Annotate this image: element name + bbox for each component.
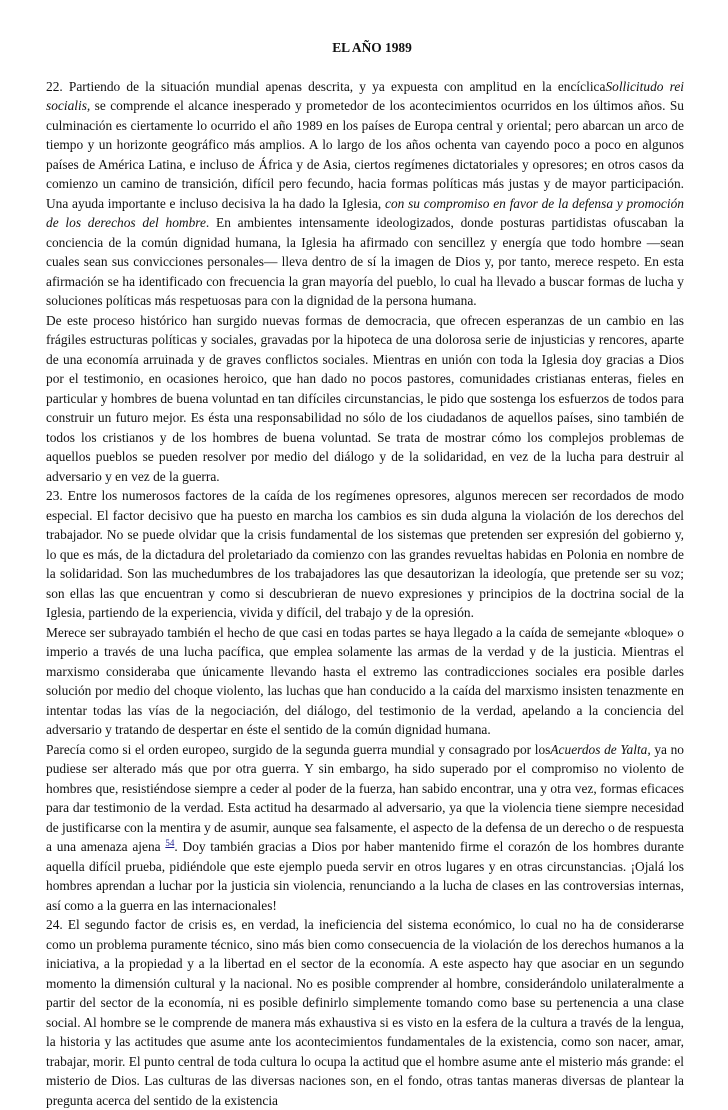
paragraph (46, 486, 684, 623)
italic-text: con su compromiso en favor de la defensa y promoción de los derechos del hombre (46, 196, 684, 231)
paragraph-text: 24. El segundo factor de crisis es, en verdad, la ineficiencia del sistema económico, lo cual no ha de considerarse como un problema puramente técnico, sino más bien como consecuencia de la violación de los derechos humanos a la iniciativa, a la propiedad y a la libertad en el sector de la economía. A este aspecto hay que asociar en un segundo momento la dimensión cultural y la nacional. No es posible comprender al hombre, considerándolo unilateralmente a partir del sector de la economía, ni es posible definirlo simplemente tomando como base su pertenencia a una clase social. Al hombre se le comprende de manera más exhaustiva si es visto en la esfera de la cultura a través de la lengua, la historia y las actitudes que asume ante los acontecimientos fundamentales de la existencia, como son nacer, amar, trabajar, morir. El punto central de toda cultura lo ocupa la actitud que el hombre asume ante el misterio más grande: el misterio de Dios. Las culturas de las diversas naciones son, en el fondo, otras tantas maneras diversas de plantear la pregunta acerca del sentido de la existencia (46, 917, 684, 1108)
paragraph-text: 23. Entre los numerosos factores de la caída de los regímenes opresores, algunos merecen ser recordados de modo especial. El factor decisivo que ha puesto en marcha los cambios es sin duda alguna la violación de los derechos del trabajador. No se puede olvidar que la crisis fundamental de los sistemas que pretenden ser expresión del gobierno y, lo que es más, de la dictadura del proletariado da comienzo con las grandes revueltas habidas en Polonia en nombre de la solidaridad. Son las muchedumbres de los trabajadores las que desautorizan la ideología, que pretende ser su voz; son ellas las que encuentran y como si descubrieran de nuevo expresiones y principios de la doctrina social de la Iglesia, partiendo de la experiencia, vivida y difícil, del trabajo y de la opresión. (46, 488, 684, 620)
paragraph-text: se comprende el alcance inesperado y prometedor de los acontecimientos ocurridos en los últimos años. Su culminación es ciertamente lo ocurrido el año 1989 en los países de Europa central y oriental; pero abarcan un arco de tiempo y un horizonte geográfico más amplios. A lo largo de los años ochenta van cayendo poco a poco en algunos países de América Latina, e incluso de África y de Asia, ciertos regímenes dictatoriales y opresores; en otros casos da comienzo un camino de transición, difícil pero fecundo, hacia formas políticas más justas y de mayor participación. Una ayuda importante e incluso decisiva la ha dado la Iglesia, (46, 98, 684, 211)
paragraph (46, 740, 684, 916)
paragraph-text: ya no pudiese ser alterado más que por otra guerra. Y sin embargo, ha sido superado por el compromiso no violento de hombres que, resistiéndose siempre a ceder al poder de la fuerza, han sabido encontrar, una y otra vez, formas eficaces para dar testimonio de la verdad. Esta actitud ha desarmado al adversario, ya que la violencia tiene siempre necesidad de justificarse con la mentira y de asumir, aunque sea falsamente, el aspecto de la defensa de un derecho o de respuesta a una amenaza ajena (46, 742, 684, 855)
paragraph (46, 311, 684, 487)
footnote-link[interactable]: 54 (165, 838, 174, 848)
paragraph (46, 623, 684, 740)
paragraph-text: De este proceso histórico han surgido nuevas formas de democracia, que ofrecen esperanzas de un cambio en las frágiles estructuras políticas y sociales, gravadas por la hipoteca de una dolorosa serie de injusticias y rencores, aparte de una economía arruinada y de graves conflictos sociales. Mientras en unión con toda la Iglesia doy gracias a Dios por el testimonio, en ocasiones heroico, que han dado no pocos pastores, comunidades cristianas enteras, fieles en particular y hombres de buena voluntad en tan difíciles circunstancias, le pido que sostenga los esfuerzos de todos para construir un futuro mejor. Es ésta una responsabilidad no sólo de los ciudadanos de aquellos países, sino también de todos los cristianos y de los hombres de buena voluntad. Se trata de mostrar cómo los complejos problemas de aquellos pueblos se pueden resolver por medio del diálogo y de la solidaridad, en vez de la lucha para destruir al adversario y en vez de la guerra. (46, 313, 684, 484)
italic-text: Sollicitudo rei socialis, (46, 79, 684, 114)
page-title: EL AÑO 1989 (46, 38, 684, 58)
paragraph-text: Parecía como si el orden europeo, surgido de la segunda guerra mundial y consagrado por los (46, 742, 550, 757)
paragraph-text: Merece ser subrayado también el hecho de que casi en todas partes se haya llegado a la caída de semejante «bloque» o imperio a través de una lucha pacífica, que emplea solamente las armas de la verdad y de la justicia. Mientras el marxismo consideraba que únicamente llevando hasta el extremo las contradicciones sociales era posible darles solución por medio del choque violento, las luchas que han conducido a la caída del marxismo insisten tenazmente en intentar todas las vías de la negociación, del diálogo, del testimonio de la verdad, apelando a la conciencia del adversario y tratando de despertar en éste el sentido de la común dignidad humana. (46, 625, 684, 738)
italic-text: Acuerdos de Yalta, (550, 742, 650, 757)
document-body (46, 77, 684, 1110)
paragraph-text: . En ambientes intensamente ideologizados, donde posturas partidistas ofuscaban la conciencia de la común dignidad humana, la Iglesia ha afirmado con sencillez y energía que todo hombre —sean cuales sean sus convicciones personales— lleva dentro de sí la imagen de Dios y, por tanto, merece respeto. En esta afirmación se ha identificado con frecuencia la gran mayoría del pueblo, lo cual ha llevado a buscar formas de lucha y soluciones políticas más respetuosas para con la dignidad de la persona humana. (46, 215, 684, 308)
paragraph (46, 77, 684, 311)
paragraph-text: . Doy también gracias a Dios por haber mantenido firme el corazón de los hombres durante aquella difícil prueba, pidiéndole que este ejemplo pueda servir en otros lugares y en otras circunstancias. ¡Ojalá los hombres aprendan a luchar por la justicia sin violencia, renunciando a la lucha de clases en las controversias internas, así como a la guerra en las internacionales! (46, 839, 684, 913)
paragraph (46, 915, 684, 1110)
paragraph-text: 22. Partiendo de la situación mundial apenas descrita, y ya expuesta con amplitud en la encíclica (46, 79, 605, 94)
